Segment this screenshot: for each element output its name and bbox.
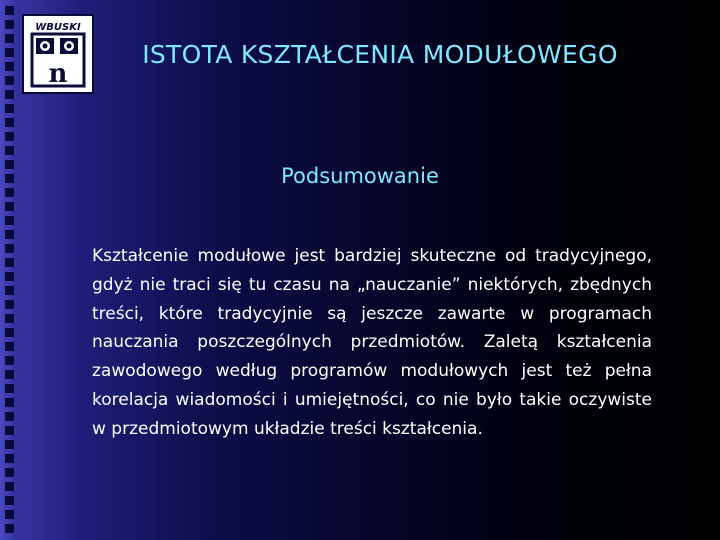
strip-square <box>5 6 14 15</box>
strip-square <box>5 482 14 491</box>
strip-square <box>5 314 14 323</box>
strip-square <box>5 132 14 141</box>
strip-square <box>5 384 14 393</box>
section-subtitle: Podsumowanie <box>281 164 439 188</box>
strip-square <box>5 286 14 295</box>
page-title: ISTOTA KSZTAŁCENIA MODUŁOWEGO <box>142 40 618 69</box>
strip-square <box>5 104 14 113</box>
strip-square <box>5 90 14 99</box>
logo-emblem-icon <box>24 16 92 92</box>
strip-square <box>5 48 14 57</box>
strip-square <box>5 62 14 71</box>
strip-square <box>5 328 14 337</box>
strip-square <box>5 188 14 197</box>
strip-square <box>5 20 14 29</box>
strip-square <box>5 118 14 127</box>
strip-square <box>5 146 14 155</box>
strip-square <box>5 272 14 281</box>
strip-square <box>5 496 14 505</box>
strip-square <box>5 202 14 211</box>
strip-square <box>5 342 14 351</box>
strip-square <box>5 510 14 519</box>
strip-square <box>5 370 14 379</box>
strip-square <box>5 356 14 365</box>
strip-square <box>5 440 14 449</box>
logo <box>22 14 94 94</box>
strip-square <box>5 300 14 309</box>
strip-square <box>5 524 14 533</box>
strip-square <box>5 244 14 253</box>
strip-square <box>5 454 14 463</box>
logo-letter: n <box>48 59 68 89</box>
strip-square <box>5 76 14 85</box>
strip-square <box>5 34 14 43</box>
svg-text:WBUSKI: WBUSKI <box>35 22 81 33</box>
strip-square <box>5 258 14 267</box>
body-paragraph: Kształcenie modułowe jest bardziej skuteczne od tradycyjnego, gdyż nie traci się tu czasu na „nauczanie” niektórych, zbędnych treści, które tradycyjnie są jeszcze zawarte w programach nauczania poszczególnych przedmiotów. Zaletą kształcenia zawodowego według programów modułowych jest też pełna korelacja wiadomości i umiejętności, co nie było takie oczywiste w przedmiotowym układzie treści kształcenia. <box>92 246 652 439</box>
strip-square <box>5 426 14 435</box>
strip-square <box>5 412 14 421</box>
strip-square <box>5 230 14 239</box>
strip-square <box>5 468 14 477</box>
strip-square <box>5 398 14 407</box>
strip-square <box>5 216 14 225</box>
left-decorative-strip <box>0 0 20 540</box>
